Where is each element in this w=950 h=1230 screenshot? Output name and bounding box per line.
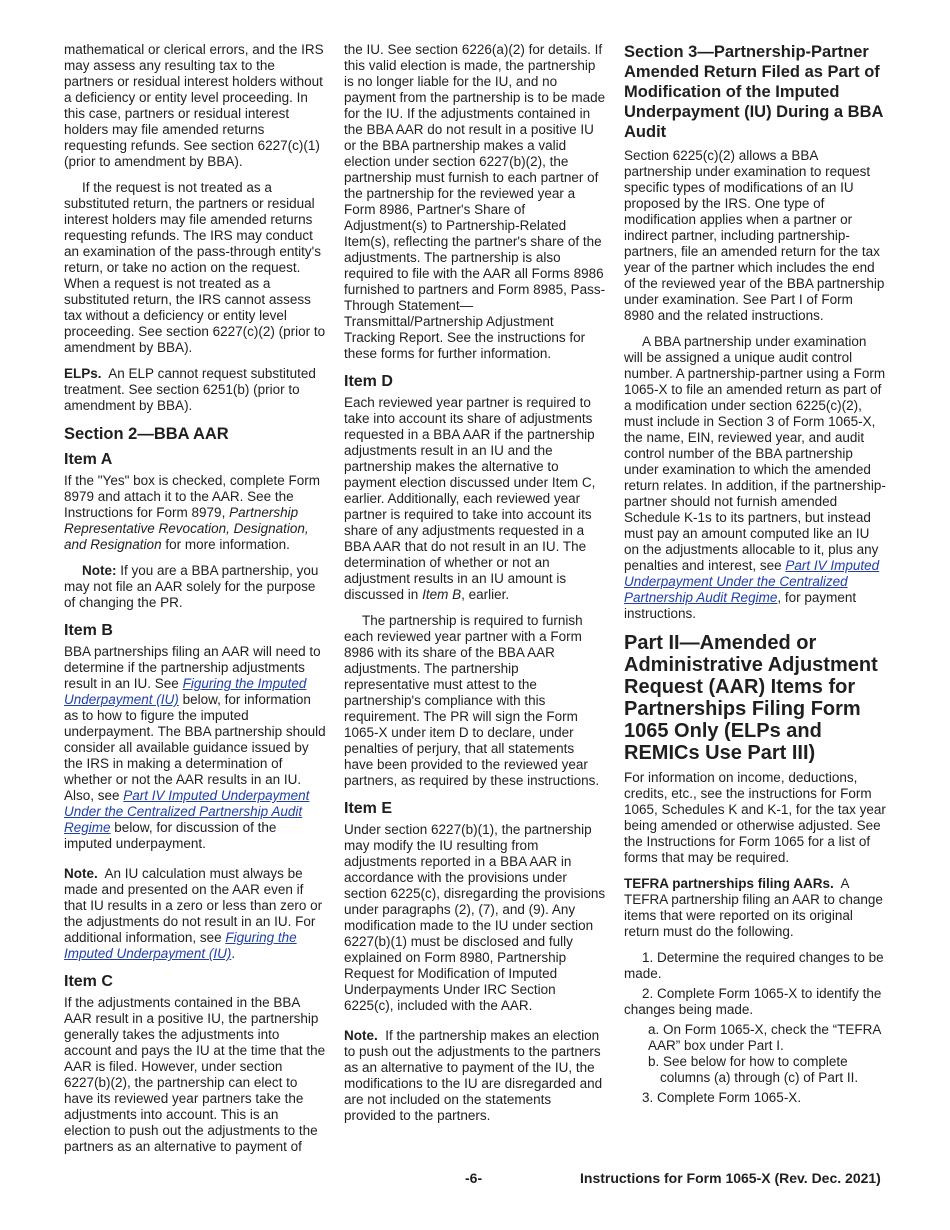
list-item: 3. Complete Form 1065-X. (642, 1090, 802, 1105)
text: If the "Yes" box is checked, complete Form 8979 and attach it to the AAR. See the Instructions for Form 8979, (64, 473, 320, 520)
paragraph: For information on income, deductions, credits, etc., see the instructions for Form 1065, Schedules K and K-1, for the tax year being amended or otherwise adjusted. See the Instructions for Form 1065 for a list of forms that may be required. (624, 770, 886, 865)
text: An ELP cannot request substituted treatment. See section 6251(b) (prior to amendment by BBA). (64, 366, 316, 413)
paragraph: Under section 6227(b)(1), the partnership may modify the IU resulting from adjustments reported in a BBA AAR in accordance with the provisions under section 6225(c), disregarding the provisions under paragraphs (2), (7), and (9). Any modification made to the IU under section 6227(b)(1) must be disclosed and fully explained on Form 8980, Partnership Request for Modification of Imputed Underpayments Under IRC Section 6225(c), included with the AAR. (344, 822, 606, 1013)
italic-text: Partnership Representative Revocation, Designation, and Resignation (64, 505, 309, 552)
paragraph (64, 366, 328, 414)
list-item: 1. Determine the required changes to be made. (624, 950, 884, 981)
link-figuring-iu[interactable]: Figuring the Imputed Underpayment (IU) (64, 676, 307, 707)
text: BBA partnerships filing an AAR will need to determine if the partnership adjustments result in an IU. See (64, 644, 321, 691)
paragraph: If the request is not treated as a substituted return, the partners or residual interest holders may file amended returns requesting refunds. The IRS may conduct an examination of the pass-through entity's return, or take no action on the request. When a request is not treated as a substituted return, the IRS cannot assess tax without a deficiency or entity level proceeding. See section 6227(c)(2) (prior to amendment by BBA). (64, 180, 326, 355)
column-2 (344, 42, 606, 1134)
text: A TEFRA partnership filing an AAR to change items that were reported on its original return must do the following. (624, 876, 883, 939)
text: below, for information as to how to figure the imputed underpayment. The BBA partnership should consider all available guidance issued by the IRS in making a determination of whether or not the AAR results in an IU. Also, see (64, 692, 326, 803)
item-heading: Item D (344, 373, 393, 390)
list-item: b. See below for how to complete columns (a) through (c) of Part II. (648, 1054, 859, 1085)
column-3 (624, 42, 886, 1116)
list-item: 2. Complete Form 1065-X to identify the changes being made. (624, 986, 882, 1017)
link-part-iv[interactable]: Part IV Imputed Underpayment Under the Centralized Partnership Audit Regime (64, 788, 310, 835)
text: , earlier. (461, 587, 510, 602)
paragraph (64, 563, 328, 611)
item-heading: Item E (344, 800, 393, 817)
text: Each reviewed year partner is required to take into account its share of adjustments requested in a BBA AAR if the partnership adjustments result in an IU and the partnership makes the alternative to payment election discussed under Item C, earlier. Additionally, each reviewed year partner is required to take into account its share of any adjustments requested in a BBA AAR that do not result in an IU. The determination of whether or not an adjustment results in an IU amount is discussed in (344, 395, 596, 602)
paragraph: the IU. See section 6226(a)(2) for details. If this valid election is made, the partnership is no longer liable for the IU, and no payment from the partnership is to be made for the IU. If the adjustments contained in the BBA AAR do not result in a positive IU or the BBA partnership makes a valid election under section 6227(b)(2), the partnership must furnish to each partner of the partnership for the reviewed year a Form 8986, Partner's Share of Adjustment(s) to Partnership-Related Item(s), reflecting the partner's share of the adjustments. The partnership is also required to file with the AAR all Forms 8986 furnished to partners and Form 8985, Pass-Through Statement—Transmittal/Partnership Adjustment Tracking Report. See the instructions for these forms for further information. (344, 42, 606, 361)
section-heading: Section 3—Partnership-Partner Amended Return Filed as Part of Modification of the Imputed Underpayment (IU) During a BBA Audit (624, 43, 883, 141)
run-in-heading: Note: (82, 563, 117, 578)
italic-text: Item B (422, 587, 462, 602)
column-1 (64, 42, 328, 1165)
paragraph (344, 1028, 606, 1124)
link-part-iv[interactable]: Part IV Imputed Underpayment Under the Centralized Partnership Audit Regime (624, 558, 880, 605)
text: If you are a BBA partnership, you may not file an AAR solely for the purpose of changing the PR. (64, 563, 319, 610)
paragraph (64, 644, 328, 852)
paragraph: If the adjustments contained in the BBA AAR result in a positive IU, the partnership generally takes the adjustments into account and pays the IU at the time that the AAR is filed. However, under section 6227(b)(2), the partnership can elect to have its reviewed year partners take the adjustments into account. This is an election to push out the adjustments to the partners as an alternative to payment of (64, 995, 326, 1154)
text: below, for discussion of the imputed underpayment. (64, 820, 277, 851)
run-in-heading: Note. (344, 1028, 378, 1043)
text: , for payment instructions. (624, 590, 857, 621)
run-in-heading: Note. (64, 866, 98, 881)
paragraph (624, 334, 886, 622)
text: An IU calculation must always be made and presented on the AAR even if that IU results in a zero or less than zero or the adjustments do not result in an IU. For additional information, see (64, 866, 323, 945)
section-heading: Section 2—BBA AAR (64, 425, 229, 443)
paragraph: mathematical or clerical errors, and the IRS may assess any resulting tax to the partners or residual interest holders without a deficiency or entity level proceeding. In this case, partners or residual interest holders may file amended returns requesting refunds. See section 6227(c)(1) (prior to amendment by BBA). (64, 42, 324, 169)
text: A BBA partnership under examination will be assigned a unique audit control number. A partnership-partner using a Form 1065-X to file an amended return as part of a modification under section 6225(c)(2), must include in Section 3 of Form 1065-X, the name, EIN, reviewed year, and audit control number of the BBA partnership under examination to which the amended return relates. In addition, if the partnership-partner should not furnish amended Schedule K-1s to its partners, but instead must pay an amount computed like an IU on the adjustments allocable to it, plus any penalties and interest, see (624, 334, 886, 573)
paragraph: Section 6225(c)(2) allows a BBA partnership under examination to request specific types of modifications of an IU proposed by the IRS. One type of modification applies when a partner or indirect partner, including partnership-partners, file an amended return for the tax year of the partner which includes the end of the reviewed year of the BBA partnership under examination. See Part I of Form 8980 and the related instructions. (624, 148, 885, 323)
item-heading: Item C (64, 973, 113, 990)
item-heading: Item A (64, 451, 113, 468)
paragraph (624, 876, 886, 940)
part-heading: Part II—Amended or Administrative Adjustment Request (AAR) Items for Partnerships Filing Form 1065 Only (ELPs and REMICs Use Part III) (624, 632, 878, 764)
text: for more information. (165, 537, 290, 552)
run-in-heading: ELPs. (64, 366, 102, 381)
run-in-heading: TEFRA partnerships filing AARs. (624, 876, 834, 891)
link-figuring-iu[interactable]: Figuring the Imputed Underpayment (IU) (64, 930, 297, 961)
text: If the partnership makes an election to push out the adjustments to the partners as an alternative to payment of the IU, the modifications to the IU are disregarded and are not included on the statements provided to the partners. (344, 1028, 603, 1123)
footer-title: Instructions for Form 1065-X (Rev. Dec. 2021) (580, 1170, 881, 1186)
paragraph (64, 866, 328, 962)
list-item: a. On Form 1065-X, check the “TEFRA AAR” box under Part I. (648, 1022, 881, 1053)
text: . (231, 946, 236, 961)
page-number: -6- (465, 1170, 483, 1186)
paragraph (344, 395, 606, 603)
item-heading: Item B (64, 622, 113, 639)
paragraph (64, 473, 328, 553)
paragraph: The partnership is required to furnish each reviewed year partner with a Form 8986 with its share of the BBA AAR adjustments. The partnership representative must attest to the partnership's compliance with this requirement. The PR will sign the Form 1065-X under item D to declare, under penalties of perjury, that all statements have been provided to the reviewed year partners, as required by these instructions. (344, 613, 600, 788)
